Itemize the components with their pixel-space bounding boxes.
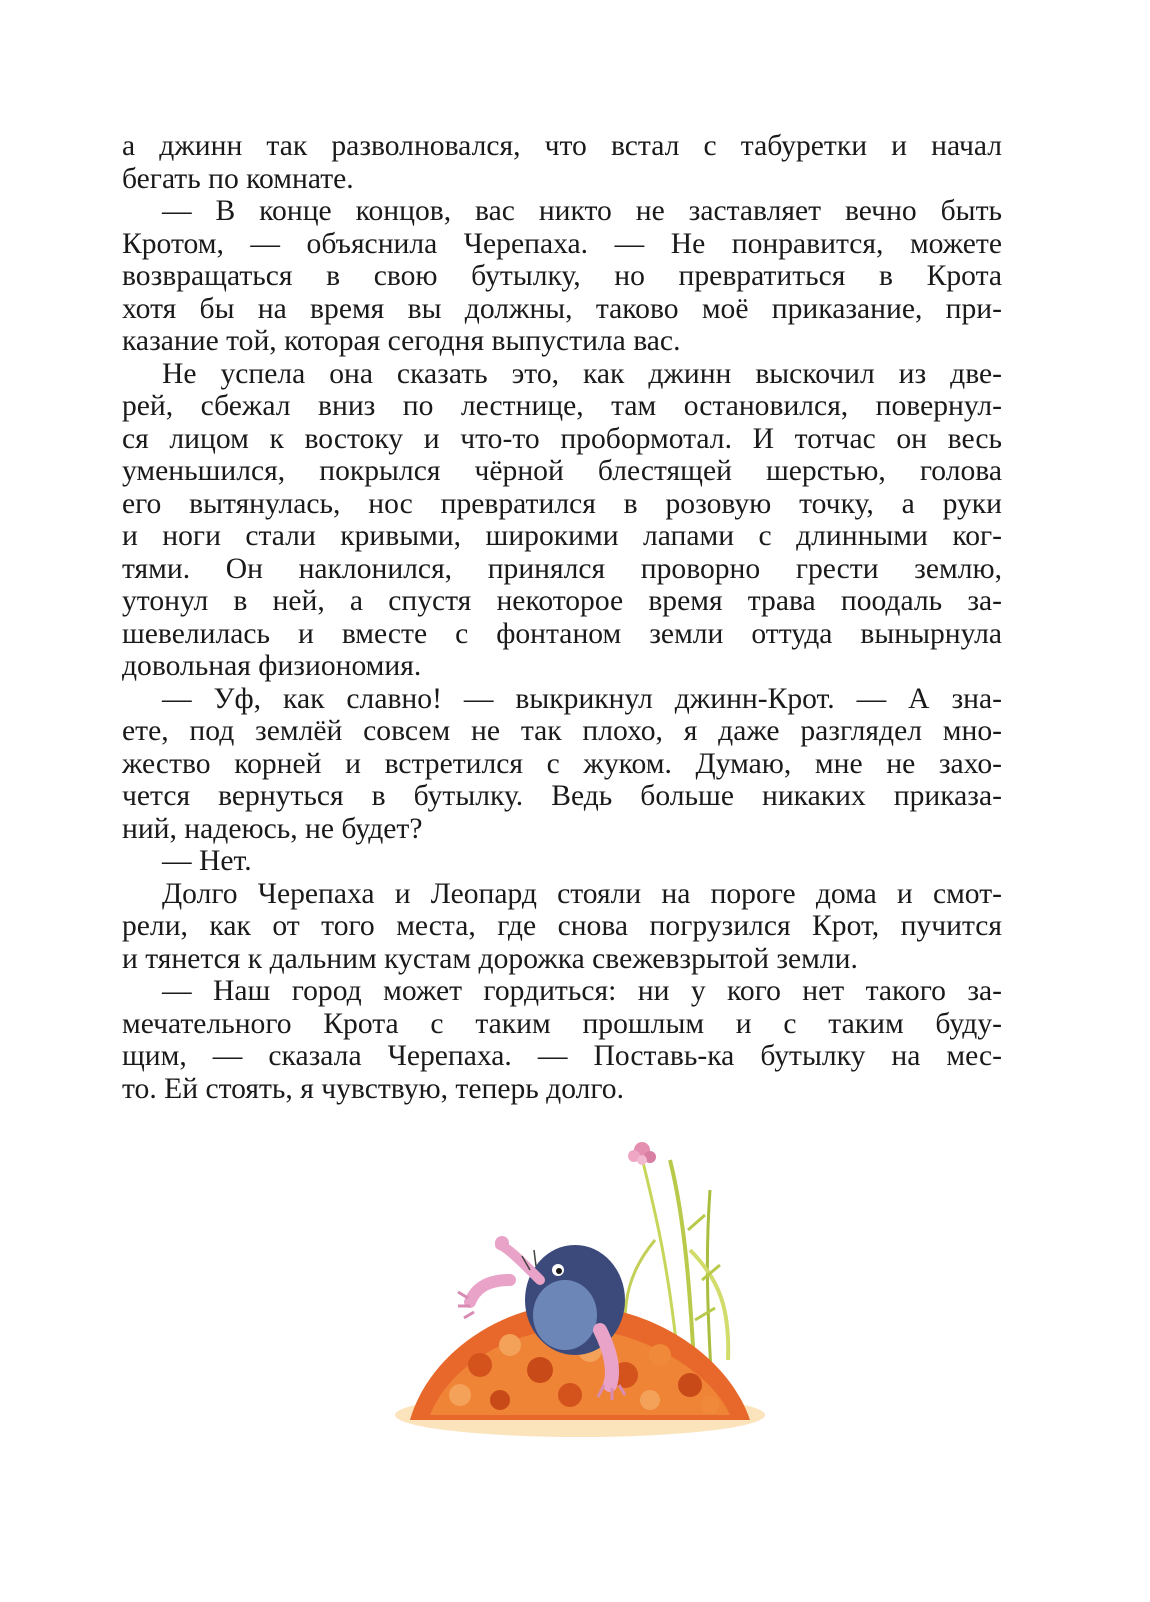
text-line: ся лицом к востоку и что-то пробормотал. И тотчас он весь (122, 422, 1002, 455)
text-line: и ноги стали кривыми, широкими лапами с длинными ког- (122, 520, 1002, 552)
text-line: то. Ей стоять, я чувствую, теперь долго. (122, 1072, 624, 1105)
text-line: и тянется к дальним кустам дорожка свежевзрытой земли. (122, 942, 858, 975)
text-line: Долго Черепаха и Леопард стояли на пороге дома и смот- (162, 877, 1002, 910)
text-line: — В конце концов, вас никто не заставляет вечно быть (162, 195, 1002, 227)
mole-illustration (390, 1130, 780, 1440)
text-line: чется вернуться в бутылку. Ведь больше никаких приказа- (122, 780, 1002, 812)
text-line: шевелилась и вместе с фонтаном земли оттуда вынырнула (122, 617, 1002, 650)
text-line: ете, под землёй совсем не так плохо, я даже разглядел мно- (122, 715, 1002, 747)
text-line: утонул в ней, а спустя некоторое время трава поодаль за- (122, 585, 1002, 617)
text-line: бегать по комнате. (122, 162, 354, 195)
text-line: казание той, которая сегодня выпустила вас. (122, 325, 681, 357)
text-line: возвращаться в свою бутылку, но превратиться в Крота (122, 260, 1002, 292)
text-line: а джинн так разволновался, что встал с табуретки и начал (122, 130, 1002, 162)
text-line: Кротом, — объяснила Черепаха. — Не понравится, можете (122, 227, 1002, 260)
text-line: мечательного Крота с таким прошлым и с таким буду- (122, 1007, 1002, 1040)
text-line: ний, надеюсь, не будет? (122, 812, 423, 845)
text-line: его вытянулась, нос превратился в розовую точку, а руки (122, 487, 1002, 520)
text-line: — Наш город может гордиться: ни у кого нет такого за- (162, 975, 1002, 1007)
text-line: — Нет. (162, 845, 252, 877)
flower-icon (628, 1142, 656, 1165)
text-line: жество корней и встретился с жуком. Думаю, мне не захо- (122, 747, 1002, 780)
text-line: — Уф, как славно! — выкрикнул джинн-Крот. — А зна- (162, 682, 1002, 715)
text-line: щим, — сказала Черепаха. — Поставь-ка бутылку на мес- (122, 1040, 1002, 1072)
text-line: тями. Он наклонился, принялся проворно грести землю, (122, 552, 1002, 585)
text-line: рели, как от того места, где снова погрузился Крот, пучится (122, 910, 1002, 942)
text-line: довольная физиономия. (122, 650, 422, 682)
text-line: Не успела она сказать это, как джинн выскочил из две- (162, 357, 1002, 390)
text-line: рей, сбежал вниз по лестнице, там остановился, повернул- (122, 390, 1002, 422)
story-text (122, 130, 1002, 1105)
text-line: уменьшился, покрылся чёрной блестящей шерстью, голова (122, 455, 1002, 487)
text-line: хотя бы на время вы должны, таково моё приказание, при- (122, 292, 1002, 325)
